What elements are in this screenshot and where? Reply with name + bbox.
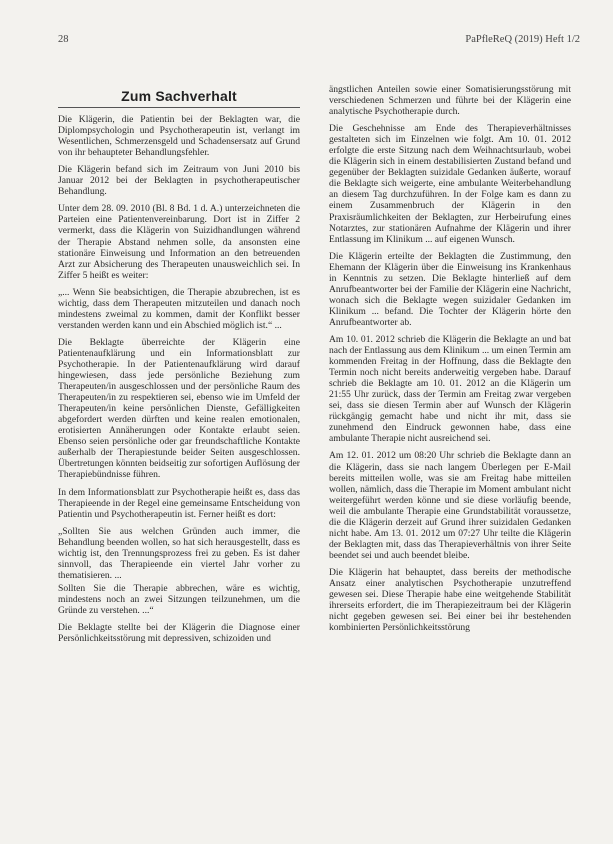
page-header xyxy=(58,34,580,50)
quote-paragraph: Sollten Sie die Therapie abbrechen, wäre es wichtig, mindestens noch an zwei Sitzungen teilzunehmen, um die Gründe zu verstehen. ...“ xyxy=(58,582,300,616)
paragraph: In dem Informationsblatt zur Psychotherapie heißt es, dass das Therapieende in der Regel eine gemeinsame Entscheidung von Patientin und Psychotherapeutin ist. Ferner heißt es dort: xyxy=(58,486,300,520)
section-heading: Zum Sachverhalt xyxy=(58,88,300,108)
paragraph: Die Beklagte überreichte der Klägerin eine Patientenaufklärung und ein Informationsblatt zur Psychotherapie. In der Patientenaufklärung wird darauf hingewiesen, dass jede persönliche Beziehung zum Therapeuten/in ausgeschlossen und der persönliche Raum des Therapeuten/in zu respektieren sei, ebenso wie im Umfeld der Therapeuten/in keine persönlichen Dienste, Gefälligkeiten abgefordert werden dürften und keine realen emotionalen, erotisierten Annäherungen oder Kontakte erlaubt seien. Ebenso seien persönliche oder gar freundschaftliche Kontakte außerhalb der Therapiestunde beider Seiten ausgeschlossen. Übertretungen könnten beidseitig zur sofortigen Auflösung der Therapiebündnisse führen. xyxy=(58,336,300,481)
quote-paragraph: „Sollten Sie aus welchen Gründen auch immer, die Behandlung beenden wollen, so hat sich herausgestellt, dass es wichtig ist, den Trennungsprozess frei zu geben. Es ist daher sinnvoll, das Therapieende ein viertel Jahr vorher zu thematisieren. ... xyxy=(58,525,300,581)
paragraph: Die Klägerin, die Patientin bei der Beklagten war, die Diplompsychologin und Psychotherapeutin ist, verlangt im Wesentlichen, Schmerzensgeld und Schadensersatz auf Grund von ihr behaupteter Behandlungsfehler. xyxy=(58,114,300,159)
page-number: 28 xyxy=(58,34,69,45)
paragraph: ängstlichen Anteilen sowie einer Somatisierungsstörung mit verschiedenen Schmerzen und führte bei der Klägerin eine analytische Psychotherapie durch. xyxy=(329,84,571,118)
paragraph: Am 10. 01. 2012 schrieb die Klägerin die Beklagte an und bat nach der Entlassung aus dem Klinikum ... um einen Termin am kommenden Freitag in der Hoffnung, dass die Beklagte den Termin noch nicht bereits anderweitig vergeben habe. Darauf schrieb die Beklagte am 10. 01. 2012 an die Klägerin um 21:55 Uhr zurück, dass der Termin am Freitag zwar vergeben sei, dass sie diesen Termin aber auf Wunsch der Klägerin rückgängig gemacht habe und nicht ihr mit, dass sie zunehmend den Eindruck gewonnen habe, dass eine ambulante Therapie nicht ausreichend sei. xyxy=(329,333,571,445)
journal-reference: PaPfleReQ (2019) Heft 1/2 xyxy=(465,34,580,45)
paragraph: Die Klägerin erteilte der Beklagten die Zustimmung, den Ehemann der Klägerin über die Einweisung ins Krankenhaus in Kenntnis zu setzen. Die Beklagte hinterließ auf dem Anrufbeantworter bei der Familie der Klägerin eine Nachricht, wonach sich die Beklagte wegen suizidaler Gedanken im Klinikum ... befand. Die Tochter der Klägerin hörte den Anrufbeantworter ab. xyxy=(329,250,571,328)
right-column xyxy=(329,84,571,639)
left-column xyxy=(58,88,300,650)
paragraph: Die Klägerin befand sich im Zeitraum von Juni 2010 bis Januar 2012 bei der Beklagten in psychotherapeutischer Behandlung. xyxy=(58,164,300,198)
paragraph: Unter dem 28. 09. 2010 (Bl. 8 Bd. 1 d. A.) unterzeichneten die Parteien eine Patientenvereinbarung. Dort ist in Ziffer 2 vermerkt, dass die Klägerin von Suizidhandlungen während der Therapie Abstand nehmen solle, da ansonsten eine stationäre Einweisung und Information an den betreuenden Arzt zur Absicherung des Therapeuten unausweichlich sei. In Ziffer 5 heißt es weiter: xyxy=(58,203,300,281)
quote-paragraph: „... Wenn Sie beabsichtigen, die Therapie abzubrechen, ist es wichtig, dass dem Therapeuten mitzuteilen und danach noch mindestens zweimal zu kommen, damit der Konflikt besser verstanden werden kann und ein Abschied möglich ist.“ ... xyxy=(58,286,300,331)
paragraph: Die Beklagte stellte bei der Klägerin die Diagnose einer Persönlichkeitsstörung mit depressiven, schizoiden und xyxy=(58,622,300,645)
paragraph: Die Klägerin hat behauptet, dass bereits der methodische Ansatz einer analytischen Psychotherapie unzutreffend gewesen sei. Diese Therapie habe eine weitgehende Stabilität ihrerseits erfordert, die im Therapiezeitraum bei der Klägerin nicht gegeben gewesen sei. Bei einer bei ihr bestehenden kombinierten Persönlichkeitsstörung xyxy=(329,566,571,634)
paragraph: Die Geschehnisse am Ende des Therapieverhältnisses gestalteten sich im Einzelnen wie folgt. Am 10. 01. 2012 erfolgte die erste Sitzung nach dem Weihnachtsurlaub, wobei die Klägerin sich in einem destabilisierten Zustand befand und gegenüber der Beklagten suizidale Gedanken äußerte, worauf die Beklagte sich weigerte, eine ambulante Weiterbehandlung an diesem Tag durchzuführen. In der Folge kam es dann zu einem Zusammenbruch der Klägerin in den Praxisräumlichkeiten der Beklagten, zur Herbeirufung eines Notarztes, zur stationären Aufnahme der Klägerin und ihrer Entlassung im Klinikum ... auf eigenen Wunsch. xyxy=(329,123,571,245)
paragraph: Am 12. 01. 2012 um 08:20 Uhr schrieb die Beklagte dann an die Klägerin, dass sie nach langem Überlegen per E-Mail bereits mitteilen wolle, was sie am Freitag habe mitteilen wollen, nämlich, dass die Therapie im Moment ambulant nicht weitergeführt werden könne und sie diese vorläufig beende, weil die ambulante Therapie eine Grundstabilität voraussetze, die die Klägerin derzeit auf Grund ihrer suizidalen Gedanken nicht habe. Am 13. 01. 2012 um 07:27 Uhr teilte die Klägerin der Beklagten mit, dass das Therapieverhältnis von ihrer Seite beendet sei und auch beendet bleibe. xyxy=(329,450,571,561)
